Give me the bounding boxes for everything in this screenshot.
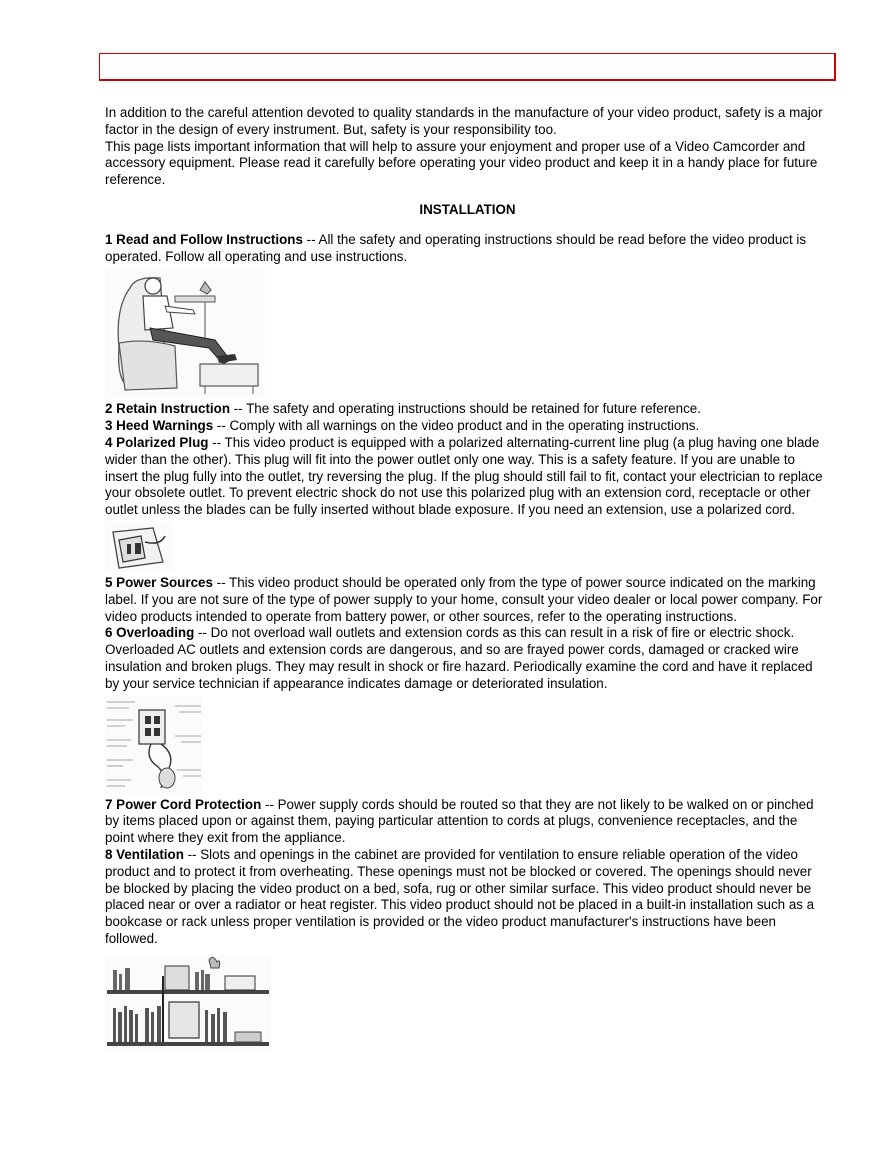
item-polarized-plug	[105, 435, 830, 519]
polarized-plug-illustration	[105, 522, 830, 572]
item-text: -- All the safety and operating instructions should be read before the video product is operated. Follow all operating and use instructions.	[105, 231, 807, 264]
intro-paragraph: In addition to the careful attention devoted to quality standards in the manufacture of your video product, safety is a major factor in the design of every instrument. But, safety is your responsibility too.	[105, 105, 823, 137]
document-body	[105, 105, 830, 1055]
item-ventilation	[105, 847, 830, 948]
item-title: 7 Power Cord Protection	[105, 796, 262, 812]
bookcase-ventilation-illustration	[105, 956, 830, 1052]
item-text: -- Do not overload wall outlets and extension cords as this can result in a risk of fire or electric shock. Overloaded AC outlets and extension cords are dangerous, and so are frayed power cords, damaged or cracked wire insulation and broken plugs. They may result in shock or fire hazard. Periodically examine the cord and have it replaced by your service technician if appearance indicates damage or deteriorated insulation.	[105, 625, 813, 691]
item-text: -- The safety and operating instructions should be retained for future reference.	[230, 401, 701, 417]
item-power-sources	[105, 575, 830, 625]
item-heed-warnings	[105, 418, 830, 435]
item-retain-instruction	[105, 401, 830, 418]
item-title: 2 Retain Instruction	[105, 401, 230, 417]
item-title: 3 Heed Warnings	[105, 418, 214, 434]
item-title: 1 Read and Follow Instructions	[105, 231, 303, 247]
item-title: 5 Power Sources	[105, 574, 213, 590]
item-power-cord-protection	[105, 797, 830, 847]
overloaded-outlet-illustration	[105, 696, 830, 794]
item-title: 6 Overloading	[105, 625, 195, 641]
header-box	[99, 53, 836, 81]
item-text: -- This video product is equipped with a polarized alternating-current line plug (a plug having one blade wider than the other). This plug will fit into the power outlet only one way. This is a safety feature. If you are unable to insert the plug fully into the outlet, try reversing the plug. If the plug should still fail to fit, contact your electrician to replace your obsolete outlet. To prevent electric shock do not use this polarized plug with an extension cord, receptacle or other outlet unless the blades can be fully inserted without blade exposure. If you need an extension, use a polarized cord.	[105, 434, 823, 518]
item-text: -- Comply with all warnings on the video product and in the operating instructions.	[213, 418, 700, 434]
item-overloading	[105, 625, 830, 692]
intro	[105, 105, 830, 189]
item-text: -- Power supply cords should be routed so that they are not likely to be walked on or pinched by items placed upon or against them, paying particular attention to cords at plugs, convenience receptacles, and the point where they exit from the appliance.	[105, 796, 814, 846]
item-text: -- Slots and openings in the cabinet are provided for ventilation to ensure reliable operation of the video product and to protect it from overheating. These openings must not be blocked or covered. The openings should never be blocked by placing the video product on a bed, sofa, rug or other similar surface. This video product should never be placed near or over a radiator or heat register. This video product should not be placed in a built-in installation such as a bookcase or rack unless proper ventilation is provided or the video product manufacturer's instructions have been followed.	[105, 846, 815, 946]
man-reading-illustration	[105, 268, 830, 398]
item-read-instructions	[105, 232, 830, 266]
intro-paragraph: This page lists important information that will help to assure your enjoyment and proper use of a Video Camcorder and accessory equipment. Please read it carefully before operating your video product and keep it in a handy place for future reference.	[105, 138, 818, 188]
item-text: -- This video product should be operated only from the type of power source indicated on the marking label. If you are not sure of the type of power supply to your home, consult your video dealer or local power company. For video products intended to operate from battery power, or other sources, refer to the operating instructions.	[105, 574, 823, 624]
item-title: 8 Ventilation	[105, 846, 184, 862]
item-title: 4 Polarized Plug	[105, 434, 209, 450]
section-heading: INSTALLATION	[419, 201, 516, 217]
